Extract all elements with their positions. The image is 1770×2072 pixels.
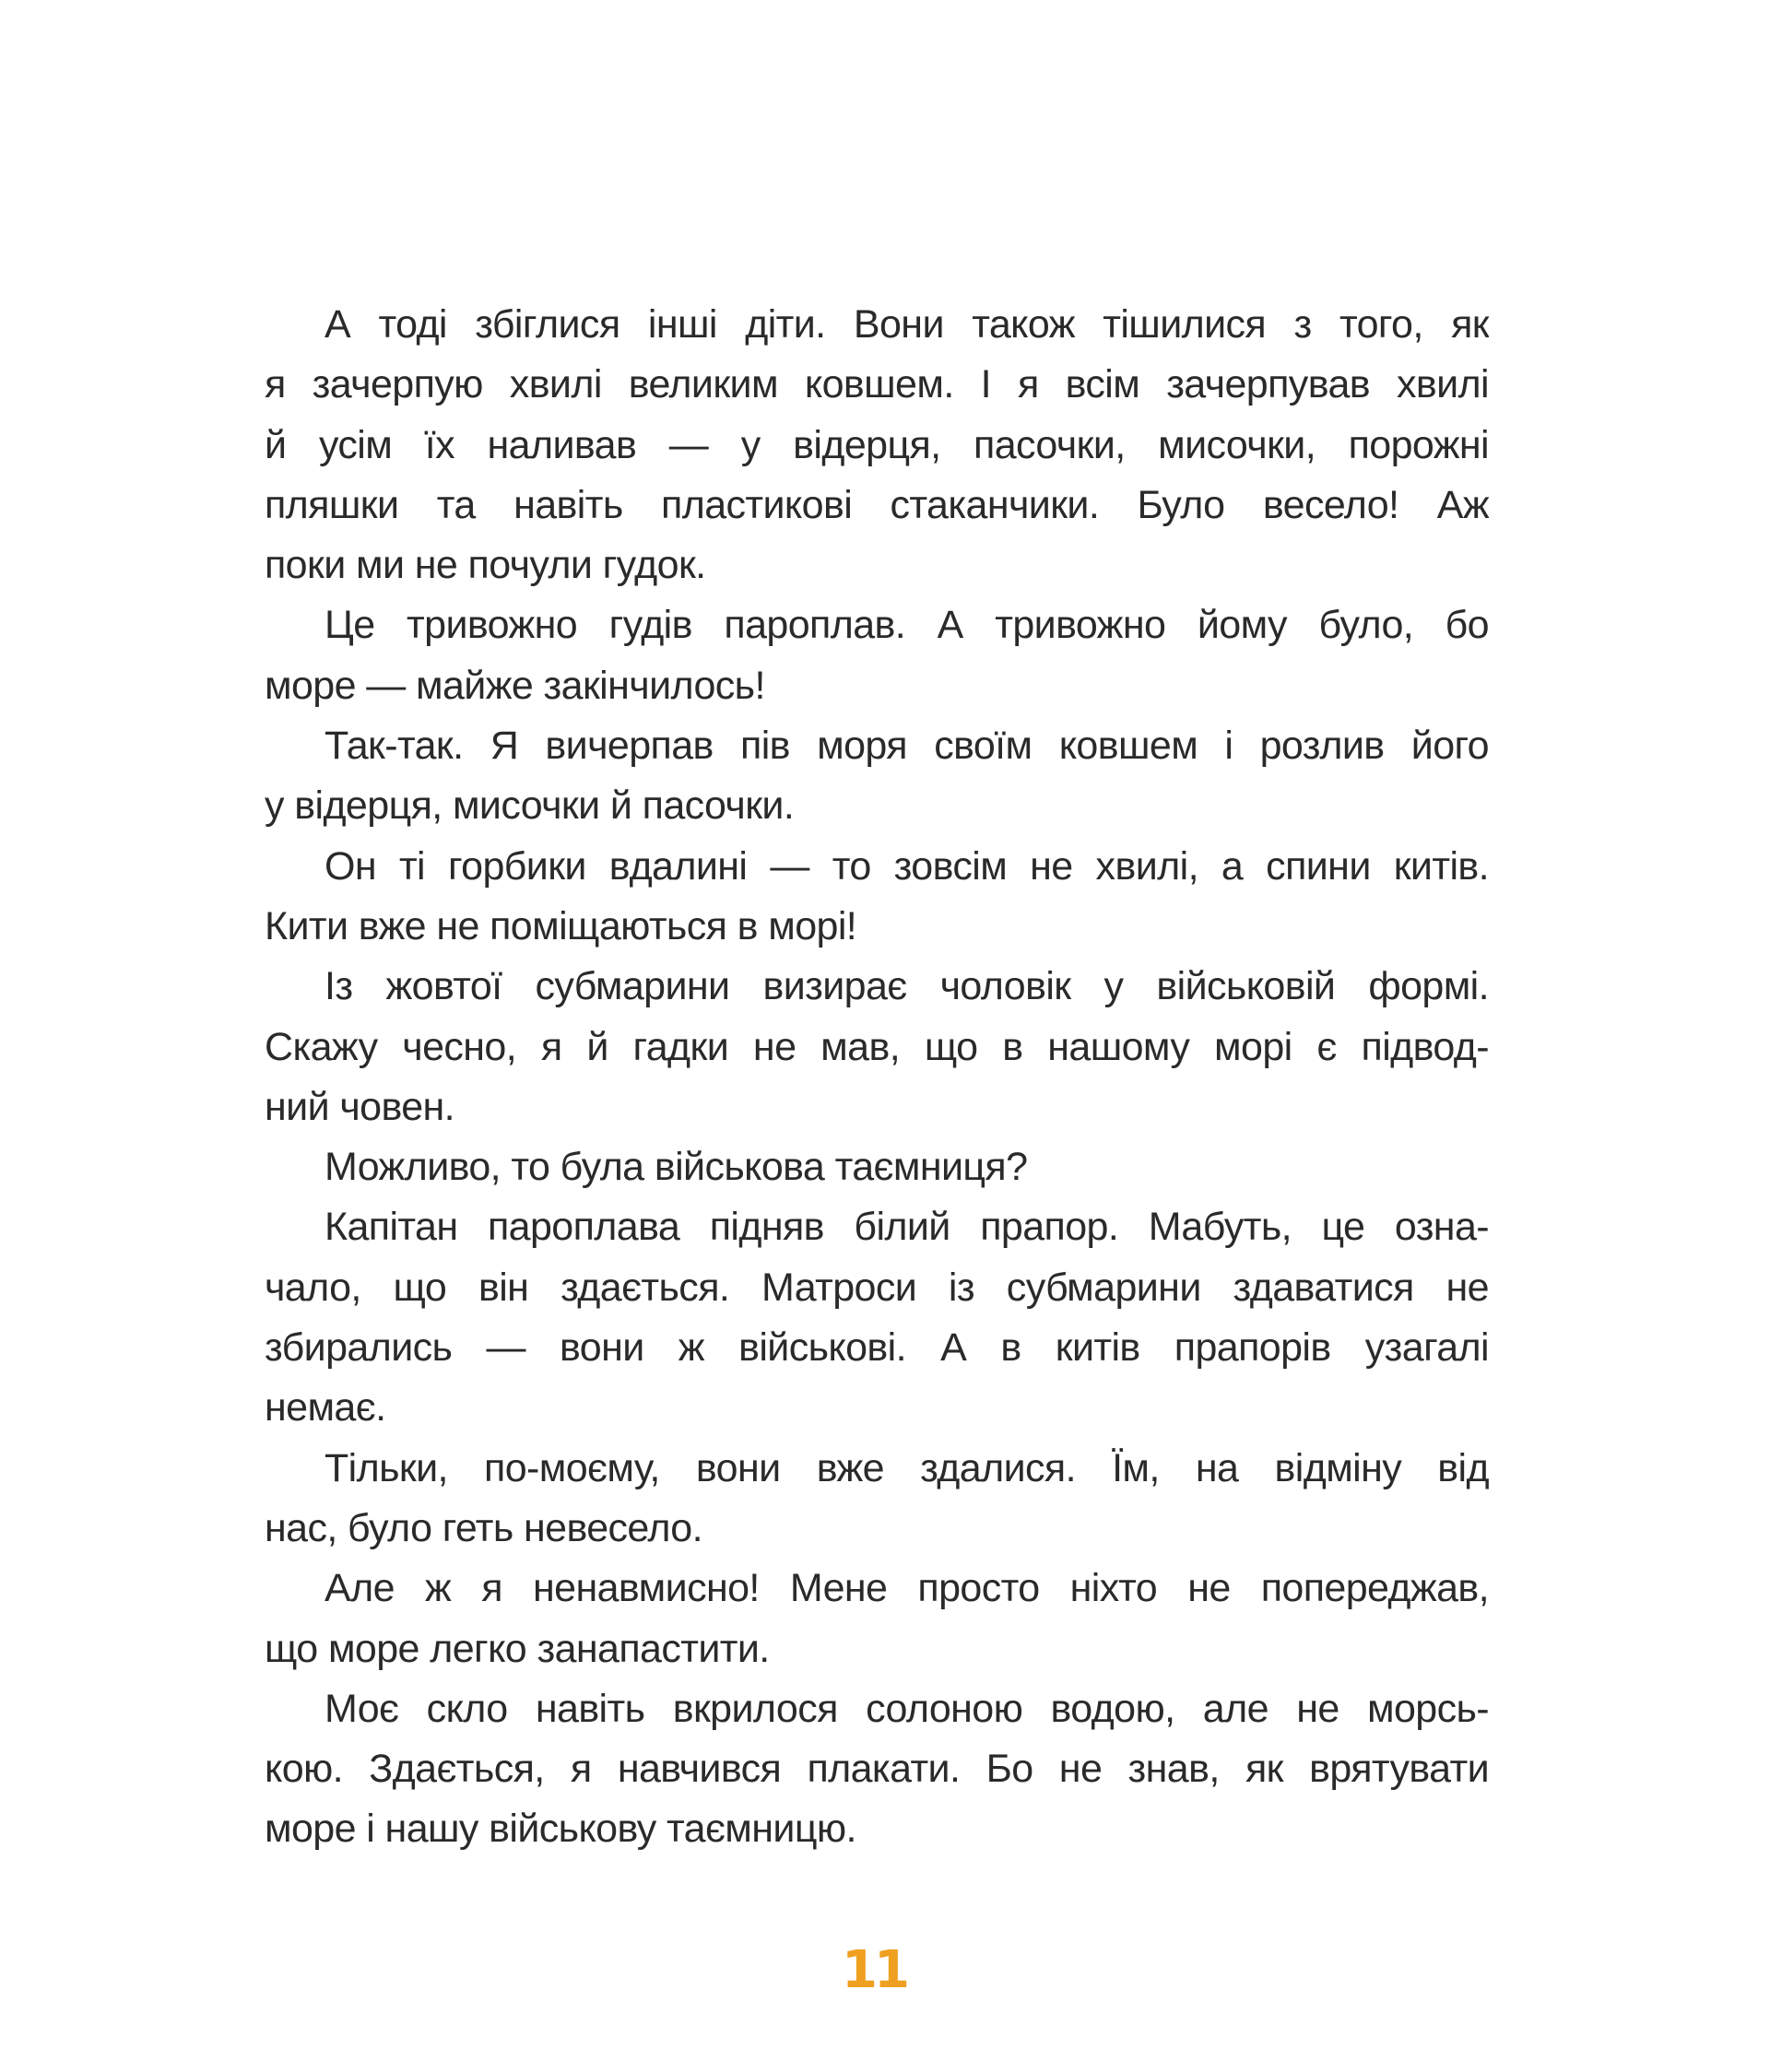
text-line: немає.: [265, 1385, 386, 1430]
text-line: нас, було геть невесело.: [265, 1505, 702, 1550]
text-line: пляшки та навіть пластикові стаканчики. Було весело! Аж: [265, 482, 1489, 527]
text-line: А тоді збіглися інші діти. Вони також тішилися з того, як: [324, 302, 1489, 347]
text-line: Капітан пароплава підняв білий прапор. Мабуть, це озна-: [324, 1205, 1489, 1250]
text-line: Он ті горбики вдалині — то зовсім не хвилі, а спини китів.: [324, 843, 1489, 889]
paragraph: [265, 1137, 1489, 1197]
text-line: що море легко занапастити.: [265, 1626, 770, 1671]
paragraph: [265, 1559, 1489, 1679]
text-line: Скажу чесно, я й гадки не мав, що в нашому морі є підвод-: [265, 1024, 1489, 1069]
text-line: Моє скло навіть вкрилося солоною водою, але не морсь-: [324, 1686, 1489, 1731]
paragraph: [265, 595, 1489, 716]
text-line: море — майже закінчилось!: [265, 663, 765, 708]
text-line: Але ж я ненавмисно! Мене просто ніхто не попереджав,: [324, 1566, 1489, 1611]
paragraph: [265, 716, 1489, 837]
text-line: збирались — вони ж військові. А в китів прапорів узагалі: [265, 1325, 1489, 1371]
paragraph: [265, 1679, 1489, 1860]
paragraph: [265, 295, 1489, 595]
paragraph: [265, 837, 1489, 958]
paragraph: [265, 1439, 1489, 1560]
text-line: й усім їх наливав — у відерця, пасочки, мисочки, порожні: [265, 422, 1489, 467]
text-line: Це тривожно гудів пароплав. А тривожно йому було, бо: [324, 603, 1489, 648]
text-line: чало, що він здається. Матроси із субмарини здаватися не: [265, 1265, 1489, 1310]
text-line: Тільки, по-моєму, вони вже здалися. Їм, на відміну від: [324, 1445, 1489, 1490]
text-line: Так-так. Я вичерпав пів моря своїм ковшем і розлив його: [324, 724, 1489, 769]
text-line: Кити вже не поміщаються в морі!: [265, 903, 857, 948]
body-text: [265, 295, 1489, 1860]
paragraph: [265, 1197, 1489, 1438]
text-line: ний човен.: [265, 1084, 455, 1129]
paragraph: [265, 957, 1489, 1137]
text-line: у відерця, мисочки й пасочки.: [265, 783, 795, 829]
text-line: поки ми не почули гудок.: [265, 543, 706, 588]
text-line: кою. Здається, я навчився плакати. Бо не знав, як врятувати: [265, 1747, 1489, 1792]
text-line: Можливо, то була військова таємниця?: [324, 1145, 1028, 1190]
page-number: 11: [842, 1940, 906, 2000]
text-line: море і нашу військову таємницю.: [265, 1807, 856, 1852]
text-line: я зачерпую хвилі великим ковшем. І я всім зачерпував хвилі: [265, 362, 1489, 407]
text-line: Із жовтої субмарини визирає чоловік у військовій формі.: [324, 964, 1489, 1009]
